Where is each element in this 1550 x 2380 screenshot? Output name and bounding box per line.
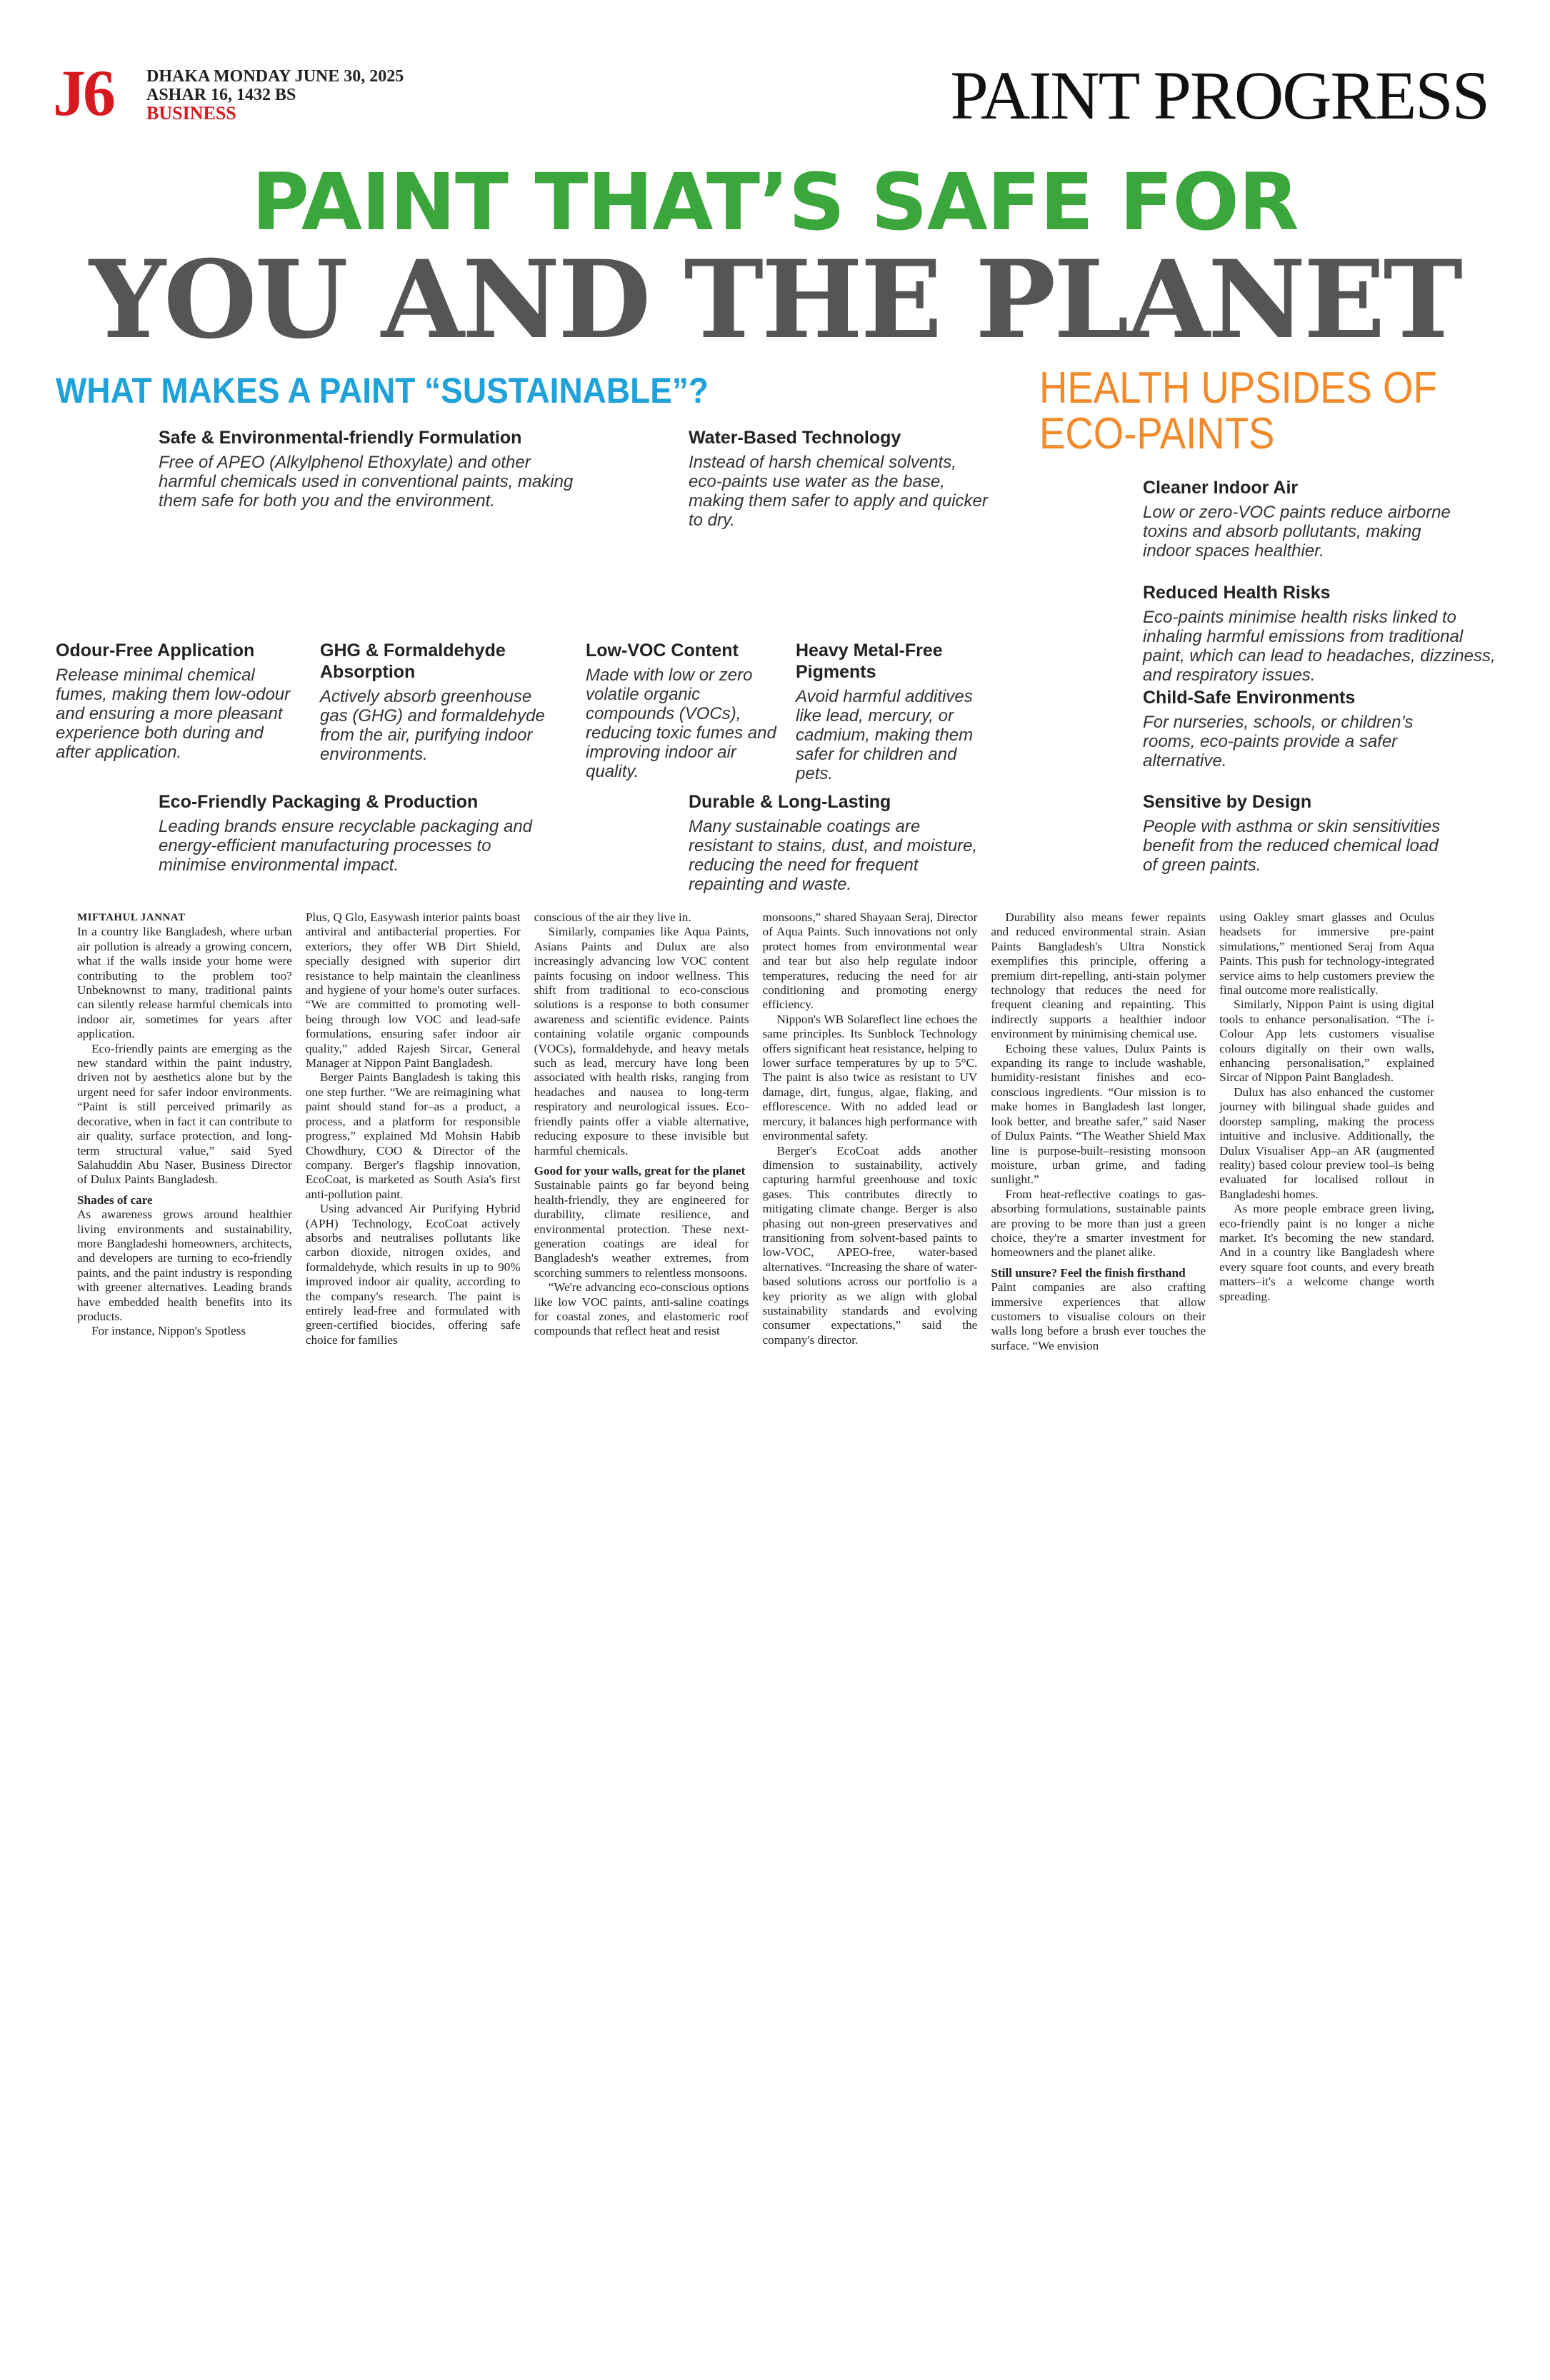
feature-title: Low-VOC Content bbox=[586, 641, 739, 661]
dateline bbox=[146, 67, 404, 123]
paragraph: Using advanced Air Purifying Hybrid (APH) Technology, EcoCoat actively absorbs and neutralises pollutants like carbon dioxide, nitrogen oxides, and formaldehyde, which results in up to 90% improved indoor air quality, according to the company's research. The paint is entirely lead-free and formulated with green-certified biocides, offering safe choice for families bbox=[305, 1202, 521, 1347]
article-body bbox=[77, 910, 1434, 1482]
sustainable-heading: WHAT MAKES A PAINT “SUSTAINABLE”? bbox=[56, 371, 709, 411]
feature-desc: Release minimal chemical fumes, making them low-odour and ensuring a more pleasant experience both during and after application. bbox=[56, 666, 291, 762]
bangla-date: ASHAR 16, 1432 BS bbox=[146, 86, 296, 104]
feature-item bbox=[689, 791, 989, 894]
feature-desc: Avoid harmful additives like lead, mercury, or cadmium, making them safer for children and pets. bbox=[796, 687, 974, 783]
paragraph: Nippon's WB Solareflect line echoes the same principles. Its Sunblock Technology offers significant heat resistance, helping to lower surface temperatures by up to 5°C. The paint is also twice as resistant to UV damage, dirt, fungus, algae, flaking, and efflorescence. With no added lead or mercury, it balances high performance with environmental safety. bbox=[762, 1012, 978, 1143]
health-item bbox=[1143, 791, 1450, 875]
feature-item bbox=[56, 640, 291, 762]
health-desc: Eco-paints minimise health risks linked to inhaling harmful emissions from traditional paint, which can lead to headaches, dizziness, and respiratory issues. bbox=[1143, 608, 1496, 685]
paragraph: Sustainable paints go far beyond being health-friendly, they are engineered for durability, climate resilience, and environmental protection. These next-generation coatings are ideal for Bangladesh's weather extremes, from scorching summers to relentless monsoons. bbox=[534, 1178, 749, 1280]
paragraph: Similarly, Nippon Paint is using digital tools to enhance personalisation. “The i-Colour App lets customers visualise colours digitally on their own walls, enhancing personalisation,” explained Sircar of Nippon Paint Bangladesh. bbox=[1219, 998, 1434, 1085]
health-title: Reduced Health Risks bbox=[1143, 583, 1331, 603]
feature-title: Durable & Long-Lasting bbox=[689, 792, 891, 812]
paragraph: monsoons,” shared Shayaan Seraj, Director of Aqua Paints. Such innovations not only protect homes from environmental wear and tear but also help regulate indoor temperatures, reducing the need for air conditioning and promoting energy efficiency. bbox=[762, 910, 978, 1012]
paragraph: Plus, Q Glo, Easywash interior paints boast antiviral and antibacterial properties. For exteriors, they offer WB Dirt Shield, specially designed with superior dirt resistance to help maintain the cleanliness and hygiene of your home's outer surfaces. “We are committed to promoting well-being through low VOC and lead-safe formulations, ensuring safer indoor air quality,” added Rajesh Sircar, General Manager at Nippon Paint Bangladesh. bbox=[305, 910, 521, 1070]
subheading: Shades of care bbox=[77, 1192, 153, 1207]
feature-title: GHG & Formaldehyde Absorption bbox=[320, 641, 506, 682]
feature-title: Safe & Environmental-friendly Formulation bbox=[159, 428, 522, 448]
feature-desc: Free of APEO (Alkylphenol Ethoxylate) and other harmful chemicals used in conventional paints, making them safe for both you and the environment. bbox=[159, 453, 574, 511]
health-item bbox=[1143, 582, 1500, 685]
article-column-3 bbox=[534, 910, 749, 1482]
article-column-5 bbox=[991, 910, 1206, 1482]
feature-item bbox=[159, 791, 544, 875]
paragraph: Berger's EcoCoat adds another dimension to sustainability, actively capturing harmful greenhouse and toxic gases. This contributes directly to mitigating climate change. Berger is also phasing out non-green preservatives and transitioning from solvent-based paints to low-VOC, APEO-free, water-based alternatives. “Increasing the share of water-based solutions across our portfolio is a key priority as we align with global sustainability standards and evolving consumer expectations,” said the company's director. bbox=[762, 1143, 978, 1347]
feature-item bbox=[689, 427, 989, 530]
health-title: Sensitive by Design bbox=[1143, 792, 1312, 812]
health-item bbox=[1143, 687, 1450, 770]
paragraph: Eco-friendly paints are emerging as the new standard within the paint industry, driven not by aesthetics alone but by the urgent need for safer indoor environments. “Paint is still perceived primarily as decorative, when in fact it can contribute to air quality, surface protection, and long-term structural value,” said Syed Salahuddin Abu Naser, Business Director of Dulux Paints Bangladesh. bbox=[77, 1041, 292, 1187]
subheading: Still unsure? Feel the finish firsthand bbox=[991, 1265, 1186, 1280]
paragraph: From heat-reflective coatings to gas-absorbing formulations, sustainable paints are proving to be more than just a green choice, they're a smarter investment for homeowners and the planet alike. bbox=[991, 1187, 1206, 1260]
paragraph: In a country like Bangladesh, where urban air pollution is already a growing concern, what if the walls inside your home were contributing to the problem too? Unbeknownst to many, traditional paints can silently release harmful chemicals into indoor air, sometimes for years after application. bbox=[77, 925, 292, 1041]
subheading: Good for your walls, great for the planet bbox=[534, 1163, 746, 1178]
page-number: J6 bbox=[53, 56, 113, 129]
article-column-6 bbox=[1219, 910, 1434, 1482]
health-title: Child-Safe Environments bbox=[1143, 688, 1356, 708]
paragraph: “We're advancing eco-conscious options like low VOC paints, anti-saline coatings for coastal zones, and elastomeric roof compounds that reflect heat and resist bbox=[534, 1280, 749, 1338]
article-column-4 bbox=[762, 910, 977, 1482]
health-title: Cleaner Indoor Air bbox=[1143, 478, 1299, 498]
paragraph: Berger Paints Bangladesh is taking this one step further. “We are reimagining what paint should stand for–as a product, a process, and a platform for responsible progress,” explained Md Mohsin Habib Chowdhury, COO & Director of the company. Berger's flagship innovation, EcoCoat, is marketed as South Asia's first anti-pollution paint. bbox=[305, 1070, 521, 1201]
health-desc: People with asthma or skin sensitivities benefit from the reduced chemical load of green paints. bbox=[1143, 817, 1441, 875]
health-item bbox=[1143, 477, 1471, 561]
feature-item bbox=[320, 640, 563, 764]
section-label: BUSINESS bbox=[146, 103, 236, 124]
feature-item bbox=[159, 427, 580, 511]
feature-item bbox=[796, 640, 996, 783]
feature-desc: Made with low or zero volatile organic compounds (VOCs), reducing toxic fumes and improving indoor air quality. bbox=[586, 666, 776, 781]
health-heading: HEALTH UPSIDES OF ECO-PAINTS bbox=[1039, 363, 1437, 458]
masthead: PAINT PROGRESS bbox=[950, 57, 1489, 134]
feature-item bbox=[586, 640, 786, 781]
headline-line2: YOU AND THE PLANET bbox=[89, 237, 1461, 363]
paragraph: Dulux has also enhanced the customer journey with bilingual shade guides and doorstep sampling, making the process intuitive and inclusive. Additionally, the Dulux Visualiser App–an AR (augmented reality) based colour preview tool–is being evaluated for localised rollout in Bangladeshi homes. bbox=[1219, 1085, 1434, 1201]
health-desc: For nurseries, schools, or children’s rooms, eco-paints provide a safer alternative. bbox=[1143, 713, 1414, 770]
feature-desc: Instead of harsh chemical solvents, eco-paints use water as the base, making them safer to apply and quicker to dry. bbox=[689, 453, 988, 530]
article-column-1 bbox=[77, 910, 292, 1482]
feature-title: Eco-Friendly Packaging & Production bbox=[159, 792, 479, 812]
date: DHAKA MONDAY JUNE 30, 2025 bbox=[146, 67, 404, 86]
paragraph: Paint companies are also crafting immersive experiences that allow customers to visualise colours on their walls long before a brush ever touches the surface. “We envision bbox=[991, 1280, 1206, 1352]
headline-line1: PAINT THAT’S SAFE FOR bbox=[251, 156, 1299, 248]
paragraph: As more people embrace green living, eco-friendly paint is no longer a niche market. It's becoming the new standard. And in a country like Bangladesh where every square foot counts, and every breath matters–it's a welcome change worth spreading. bbox=[1219, 1202, 1434, 1303]
feature-desc: Many sustainable coatings are resistant to stains, dust, and moisture, reducing the need for frequent repainting and waste. bbox=[689, 817, 978, 894]
article-column-2 bbox=[306, 910, 521, 1482]
feature-title: Odour-Free Application bbox=[56, 641, 255, 661]
paragraph: Durability also means fewer repaints and reduced environmental strain. Asian Paints Bangladesh's Ultra Nonstick exemplifies this principle, offering a premium dirt-repelling, anti-stain polymer technology that reduces the need for frequent cleaning and repainting. This indirectly supports a healthier indoor environment by minimising chemical use. bbox=[991, 910, 1206, 1041]
paragraph: As awareness grows around healthier living environments and sustainability, more Bangladeshi homeowners, architects, and developers are turning to eco-friendly paints, and the paint industry is responding with greener alternatives. Leading brands have embedded health benefits into its products. bbox=[77, 1207, 292, 1323]
paragraph: Echoing these values, Dulux Paints is expanding its range to include washable, humidity-resistant finishes and eco-conscious ingredients. “Our mission is to make homes in Bangladesh last longer, look better, and breathe safer,” said Naser of Dulux Paints. “The Weather Shield Max line is purpose-built–resisting monsoon moisture, urban grime, and fading sunlight.” bbox=[991, 1041, 1206, 1187]
paragraph: Similarly, companies like Aqua Paints, Asians Paints and Dulux are also increasingly advancing low VOC content paints focusing on indoor wellness. This shift from traditional to eco-conscious solutions is a response to both consumer awareness and scientific evidence. Paints containing volatile organic compounds (VOCs), formaldehyde, and heavy metals such as lead, mercury have long been associated with health risks, ranging from headaches and nausea to long-term respiratory and neurological issues. Eco-friendly paints offer a viable alternative, reducing exposure to these invisible but harmful chemicals. bbox=[534, 925, 749, 1158]
paragraph: conscious of the air they live in. bbox=[534, 910, 691, 924]
paragraph: For instance, Nippon's Spotless bbox=[91, 1324, 246, 1338]
health-desc: Low or zero-VOC paints reduce airborne toxins and absorb pollutants, making indoor spaces healthier. bbox=[1143, 503, 1451, 561]
byline: MIFTAHUL JANNAT bbox=[77, 912, 186, 923]
feature-title: Water-Based Technology bbox=[689, 428, 901, 448]
feature-desc: Actively absorb greenhouse gas (GHG) and formaldehyde from the air, purifying indoor environments. bbox=[320, 687, 545, 764]
feature-title: Heavy Metal-Free Pigments bbox=[796, 641, 943, 682]
paragraph: using Oakley smart glasses and Oculus headsets for immersive pre-paint simulations,” mentioned Seraj from Aqua Paints. This push for technology-integrated service aims to help customers preview the final outcome more realistically. bbox=[1219, 910, 1434, 998]
feature-desc: Leading brands ensure recyclable packaging and energy-efficient manufacturing processes to minimise environmental impact. bbox=[159, 817, 533, 875]
